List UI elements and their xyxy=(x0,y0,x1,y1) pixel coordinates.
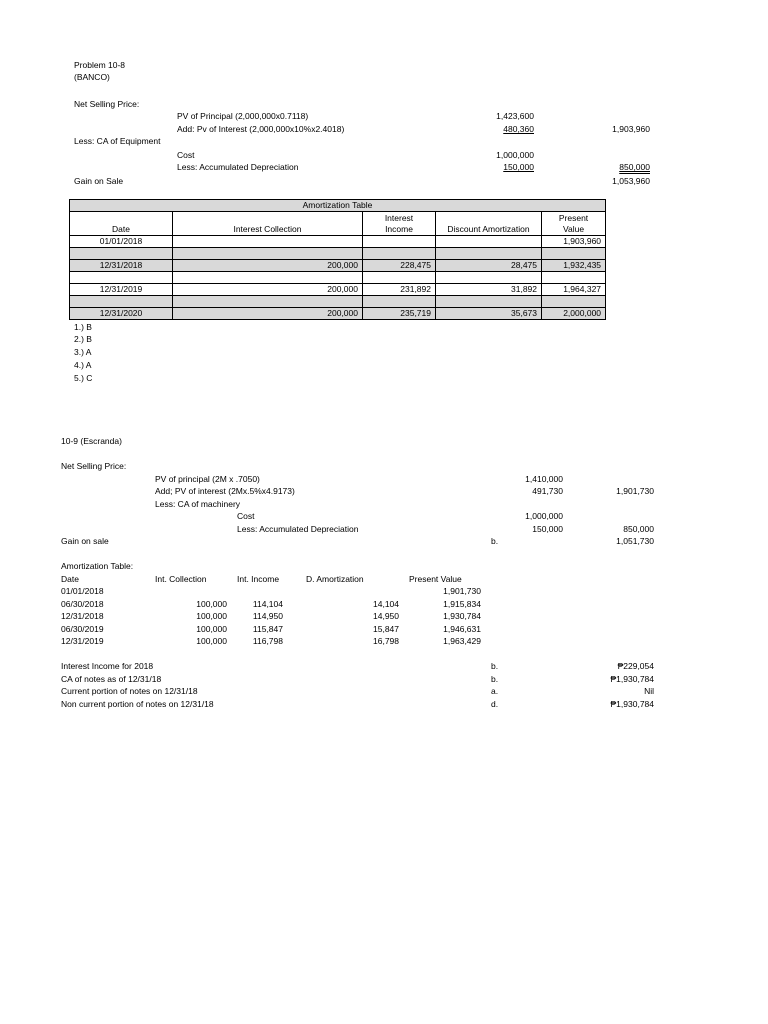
cell-amortization: 28,475 xyxy=(436,260,542,272)
net-selling-total: 1,901,730 xyxy=(616,486,654,496)
cell-date: 12/31/2019 xyxy=(61,636,104,646)
summary-value: ₱1,930,784 xyxy=(610,674,654,684)
net-selling-label: Net Selling Price: xyxy=(61,461,127,471)
summary-value: ₱1,930,784 xyxy=(610,699,654,709)
cell-collection: 100,000 xyxy=(196,599,227,609)
cell-present-value: 1,964,327 xyxy=(542,284,606,296)
cell-income: 231,892 xyxy=(363,284,436,296)
cost-value: 1,000,000 xyxy=(525,511,563,521)
answer-item: 3.) A xyxy=(74,347,92,357)
cell-income: 116,798 xyxy=(252,636,283,646)
col-header-int-income: Int. Income xyxy=(237,574,280,584)
col-header-date: Date xyxy=(61,574,79,584)
cell-present-value: 1,932,435 xyxy=(542,260,606,272)
summary-letter: b. xyxy=(491,674,499,684)
pv-interest-label: Add: Pv of Interest (2,000,000x10%x2.4018) xyxy=(177,124,345,134)
cell-income: 235,719 xyxy=(363,308,436,320)
cell-collection: 200,000 xyxy=(173,308,363,320)
gain-answer-letter: b. xyxy=(491,536,499,546)
problem-subtitle: (BANCO) xyxy=(74,72,110,82)
pv-principal-value: 1,410,000 xyxy=(525,474,563,484)
cell-collection: 100,000 xyxy=(196,624,227,634)
table-row xyxy=(70,260,606,272)
less-ca-label: Less: CA of machinery xyxy=(155,499,241,509)
cost-label: Cost xyxy=(237,511,255,521)
col-header-date: Date xyxy=(70,212,173,236)
cell-amortization: 16,798 xyxy=(373,636,399,646)
cell-present-value: 1,901,730 xyxy=(443,586,481,596)
col-header-int-collection: Int. Collection xyxy=(155,574,207,584)
table-spacer-row xyxy=(70,248,606,260)
cell-present-value: 1,963,429 xyxy=(443,636,481,646)
ca-total: 850,000 xyxy=(619,162,650,172)
gain-value: 1,053,960 xyxy=(612,176,650,186)
cell-collection: 100,000 xyxy=(196,636,227,646)
cell-present-value: 1,946,631 xyxy=(443,624,481,634)
problem-title: 10-9 (Escranda) xyxy=(61,436,122,446)
cell-income: 114,104 xyxy=(252,599,283,609)
accum-dep-label: Less: Accumulated Depreciation xyxy=(237,524,359,534)
cell-collection: 100,000 xyxy=(196,611,227,621)
pv-interest-value: 480,360 xyxy=(503,124,534,134)
amortization-table xyxy=(69,199,606,320)
gain-label: Gain on Sale xyxy=(74,176,124,186)
cell-present-value: 1,903,960 xyxy=(542,236,606,248)
table-row xyxy=(70,284,606,296)
table-spacer-row xyxy=(70,296,606,308)
cell-amortization: 15,847 xyxy=(373,624,399,634)
answer-item: 1.) B xyxy=(74,322,92,332)
accum-dep-label: Less: Accumulated Depreciation xyxy=(177,162,299,172)
col-header-interest-income: Interest Income xyxy=(363,212,436,236)
gain-label: Gain on sale xyxy=(61,536,109,546)
cell-collection xyxy=(173,236,363,248)
col-header-present-value: Present Value xyxy=(409,574,462,584)
summary-letter: b. xyxy=(491,661,499,671)
col-header-present-value: Present Value xyxy=(542,212,606,236)
cell-income: 228,475 xyxy=(363,260,436,272)
cell-present-value: 2,000,000 xyxy=(542,308,606,320)
col-header-interest-collection: Interest Collection xyxy=(173,212,363,236)
summary-value: ₱229,054 xyxy=(617,661,654,671)
gain-value: 1,051,730 xyxy=(616,536,654,546)
cell-present-value: 1,930,784 xyxy=(443,611,481,621)
answer-item: 2.) B xyxy=(74,334,92,344)
table-spacer-row xyxy=(70,272,606,284)
cell-date: 12/31/2018 xyxy=(61,611,104,621)
cell-date: 01/01/2018 xyxy=(70,236,173,248)
net-selling-label: Net Selling Price: xyxy=(74,99,140,109)
pv-principal-label: PV of Principal (2,000,000x0.7118) xyxy=(177,111,309,121)
cost-label: Cost xyxy=(177,150,195,160)
cell-amortization: 14,950 xyxy=(373,611,399,621)
cell-amortization: 31,892 xyxy=(436,284,542,296)
summary-label: Current portion of notes on 12/31/18 xyxy=(61,686,198,696)
cell-collection: 200,000 xyxy=(173,284,363,296)
cell-amortization: 14,104 xyxy=(373,599,399,609)
summary-value: Nil xyxy=(644,686,654,696)
table-row xyxy=(70,308,606,320)
problem-title: Problem 10-8 xyxy=(74,60,126,70)
pv-interest-label: Add; PV of interest (2Mx.5%x4.9173) xyxy=(155,486,295,496)
amortization-table-title: Amortization Table xyxy=(70,200,606,212)
col-header-discount-amortization: Discount Amortization xyxy=(436,212,542,236)
pv-interest-value: 491,730 xyxy=(532,486,563,496)
summary-letter: d. xyxy=(491,699,499,709)
cell-collection: 200,000 xyxy=(173,260,363,272)
col-header-d-amortization: D. Amortization xyxy=(306,574,364,584)
cell-date: 06/30/2018 xyxy=(61,599,104,609)
pv-principal-value: 1,423,600 xyxy=(496,111,534,121)
cell-income xyxy=(363,236,436,248)
amortization-table-title: Amortization Table: xyxy=(61,561,134,571)
cost-value: 1,000,000 xyxy=(496,150,534,160)
ca-total: 850,000 xyxy=(623,524,654,534)
answer-item: 4.) A xyxy=(74,360,92,370)
cell-date: 12/31/2018 xyxy=(70,260,173,272)
cell-amortization: 35,673 xyxy=(436,308,542,320)
summary-label: Interest Income for 2018 xyxy=(61,661,154,671)
cell-date: 06/30/2019 xyxy=(61,624,104,634)
cell-date: 01/01/2018 xyxy=(61,586,104,596)
less-ca-label: Less: CA of Equipment xyxy=(74,136,161,146)
cell-present-value: 1,915,834 xyxy=(443,599,481,609)
net-selling-total: 1,903,960 xyxy=(612,124,650,134)
answer-item: 5.) C xyxy=(74,373,93,383)
cell-amortization xyxy=(436,236,542,248)
cell-date: 12/31/2020 xyxy=(70,308,173,320)
cell-income: 114,950 xyxy=(252,611,283,621)
pv-principal-label: PV of principal (2M x .7050) xyxy=(155,474,260,484)
table-row xyxy=(70,236,606,248)
accum-dep-value: 150,000 xyxy=(503,162,534,172)
summary-label: CA of notes as of 12/31/18 xyxy=(61,674,162,684)
summary-letter: a. xyxy=(491,686,499,696)
cell-date: 12/31/2019 xyxy=(70,284,173,296)
summary-label: Non current portion of notes on 12/31/18 xyxy=(61,699,214,709)
accum-dep-value: 150,000 xyxy=(532,524,563,534)
cell-income: 115,847 xyxy=(252,624,283,634)
